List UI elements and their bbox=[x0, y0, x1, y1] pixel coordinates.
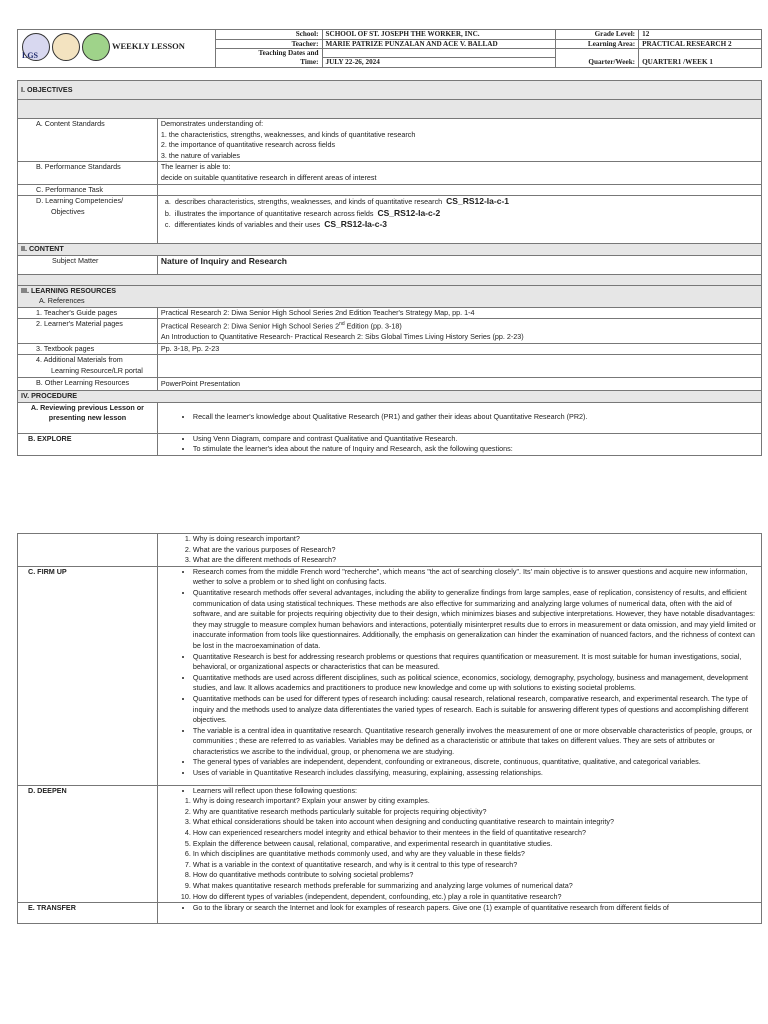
quarter-label: Quarter/Week: bbox=[556, 49, 639, 68]
grade-label: Grade Level: bbox=[556, 30, 639, 40]
subject-matter: Nature of Inquiry and Research bbox=[160, 255, 288, 266]
lesson-table-page2 bbox=[17, 533, 762, 924]
performance-standards: The learner is able to: decide on suitable quantitative research in different areas of interest bbox=[157, 162, 761, 184]
performance-task-label: C. Performance Task bbox=[18, 184, 158, 196]
transfer-value: • Go to the library or search the Internet and look for examples of research papers. Give one (1) example of quantitative research from different fields of bbox=[157, 903, 761, 924]
resources-heading: III. LEARNING RESOURCES A. References bbox=[18, 285, 762, 307]
page-two bbox=[0, 521, 768, 1024]
teacher-value: MARIE PATRIZE PUNZALAN AND ACE V. BALLAD bbox=[322, 39, 556, 49]
logo-text: LGS bbox=[22, 51, 39, 60]
explore-label: B. EXPLORE bbox=[18, 433, 158, 455]
division-seal-icon bbox=[82, 33, 110, 61]
procedure-heading: IV. PROCEDURE bbox=[18, 390, 762, 402]
school-value: SCHOOL OF ST. JOSEPH THE WORKER, INC. bbox=[322, 30, 556, 40]
transfer-label: E. TRANSFER bbox=[18, 903, 158, 924]
explore-value: • Using Venn Diagram, compare and contrast Qualitative and Quantitative Research. • To stimulate the learner's idea about the nature of Inquiry and Research, ask the following questions: bbox=[157, 433, 761, 455]
am-label: 4. Additional Materials from Learning Resource/LR portal bbox=[18, 355, 158, 377]
content-standards: Demonstrates understanding of: 1. the characteristics, strengths, weaknesses, and kinds of quantitative research 2. the importance of quantitative research across fields 3. the nature of variables bbox=[157, 119, 761, 162]
lesson-table-page1 bbox=[17, 80, 762, 456]
lm-value: Practical Research 2: Diwa Senior High School Series 2nd Edition (pp. 3-18) An Introduction to Quantitative Research- Practical Research 2: Sibs Global Times Living History Series (pp. 2-23) bbox=[157, 319, 761, 344]
tg-value: Practical Research 2: Diwa Senior High School Series 2nd Edition Teacher's Strategy Map, pp. 1-4 bbox=[157, 307, 761, 319]
document-title: WEEKLY LESSON bbox=[112, 41, 185, 51]
subject-matter-label: Subject Matter bbox=[18, 255, 158, 274]
lm-label: 2. Learner's Material pages bbox=[18, 319, 158, 344]
content-standards-label: A. Content Standards bbox=[18, 119, 158, 162]
page-one bbox=[0, 0, 768, 491]
dates-label: Teaching Dates and Time: bbox=[215, 49, 322, 68]
header-table bbox=[17, 29, 762, 68]
explore-questions: 1. Why is doing research important? 2. What are the various purposes of Research? 3. What are the different methods of Research? bbox=[157, 534, 761, 567]
competencies-label: D. Learning Competencies/ Objectives bbox=[18, 196, 158, 244]
competencies: a. describes characteristics, strengths, weaknesses, and kinds of quantitative research CS_RS12-Ia-c-1 b. illustrates the importance of quantitative research across fields CS_RS12-Ia-c-2 c. differentiates kinds of variables and their uses CS_RS12-Ia-c-3 bbox=[157, 196, 761, 244]
school-seal-icon bbox=[52, 33, 80, 61]
review-value: • Recall the learner's knowledge about Qualitative Research (PR1) and gather their ideas about Quantitative Research (PR2). bbox=[157, 402, 761, 433]
quarter-value: QUARTER1 /WEEK 1 bbox=[639, 49, 762, 68]
school-label: School: bbox=[215, 30, 322, 40]
firmup-label: C. FIRM UP bbox=[18, 566, 158, 785]
tb-value: Pp. 3-18, Pp. 2-23 bbox=[157, 343, 761, 355]
dates-value: JULY 22-26, 2024 bbox=[322, 58, 556, 68]
other-value: PowerPoint Presentation bbox=[157, 377, 761, 390]
objectives-heading: I. OBJECTIVES bbox=[18, 81, 762, 100]
other-label: B. Other Learning Resources bbox=[18, 377, 158, 390]
grade-value: 12 bbox=[639, 30, 762, 40]
area-value: PRACTICAL RESEARCH 2 bbox=[639, 39, 762, 49]
review-label: A. Reviewing previous Lesson or presenting new lesson bbox=[18, 402, 158, 433]
area-label: Learning Area: bbox=[556, 39, 639, 49]
teacher-label: Teacher: bbox=[215, 39, 322, 49]
deepen-label: D. DEEPEN bbox=[18, 785, 158, 903]
tb-label: 3. Textbook pages bbox=[18, 343, 158, 355]
deepen-value: • Learners will reflect upon these following questions: 1. Why is doing research important? Explain your answer by citing examples. 2. Why are quantitative research methods particularly suitable for projects requiring objectivity? 3. What ethical considerations should be taken into account when designing and conducting quantitative research to maintain integrity? 4. How can experienced researchers model integrity and ethical behavior to their mentees in the field of quantitative research? 5. Explain the difference between causal, relational, comparative, and experimental research in quantitative studies. 6. In which disciplines are quantitative methods commonly used, and why are they valuable in these fields? 7. What is a variable in the context of quantitative research, and why is it central to this type of research? 8. How do quantitative methods contribute to solving societal problems? 9. What makes quantitative research methods preferable for summarizing and analyzing large volumes of numerical data? 10. How do different types of variables (independent, dependent, confounding, etc.) play a role in quantitative research? bbox=[157, 785, 761, 903]
tg-label: 1. Teacher's Guide pages bbox=[18, 307, 158, 319]
header-logo-cell bbox=[18, 30, 216, 68]
content-heading: II. CONTENT bbox=[18, 243, 762, 255]
page-gap bbox=[0, 491, 768, 521]
performance-standards-label: B. Performance Standards bbox=[18, 162, 158, 184]
firmup-value: • Research comes from the middle French word "recherche", which means "the act of searching closely". Its' main objective is to answer questions and acquire new information, wether to solve a problem or to shed light on confusing facts. • Quantitative research methods offer several advantages, including the ability to generalize findings from large samples, ease of replication, consistency of results, and efficient communication of data using statistical techniques. These methods are also effective for summarizing and analyzing large volumes of numerical data, often with the aid of software, and are suitable for projects requiring objectivity due to their design, which minimizes biases and subjective interpretations. However, they have notable disadvantages: they may struggle to measure complex human behaviors and interactions, potentially misinterpret results due to errors in measurement or data omission, and may yield limited or inaccurate information from tools like questionnaires. Additionally, the emphasis on generalization can hinder the examination of nuanced factors, and the richness of context can be lost in the macroexamination of data. • Quantitative Research is best for addressing research problems or questions that requires quantification or measurement. It is most suitable for human investigations, social, behavioral, or organizational aspects or characteristics that can be measured. • Quantitative methods are used across different disciplines, such as political science, economics, sociology, demography, psychology, business and management, development studies, and law. It allows academics and practitioners to produce new knowledge and come up with solutions to existing societal problems. • Quantitative methods can be used for different types of research including: causal research, relational research, comparative research, and experimental research. The type of inquiry and the methods used to analyze data differentiates the varied types of research. Each is suitable for answering different types of questions and accomplishing different objectives. • The variable is a central idea in quantitative research. Quantitative research generally involves the measurement of one or more observable characteristics of people, groups, or communities ; these are referred to as variables. Variables may be defined as a characteristic or attribute that takes on different values. They are sets of attributes or characteristics we ascribe to the individual, group, or phenomena we are studying. • The general types of variables are independent, dependent, confounding or extraneous, discrete, continuous, quantitative, qualitative, and categorical variables. • Uses of variable in Quantitative Research includes classifying, measuring, explaining, assessing relationships. bbox=[157, 566, 761, 785]
